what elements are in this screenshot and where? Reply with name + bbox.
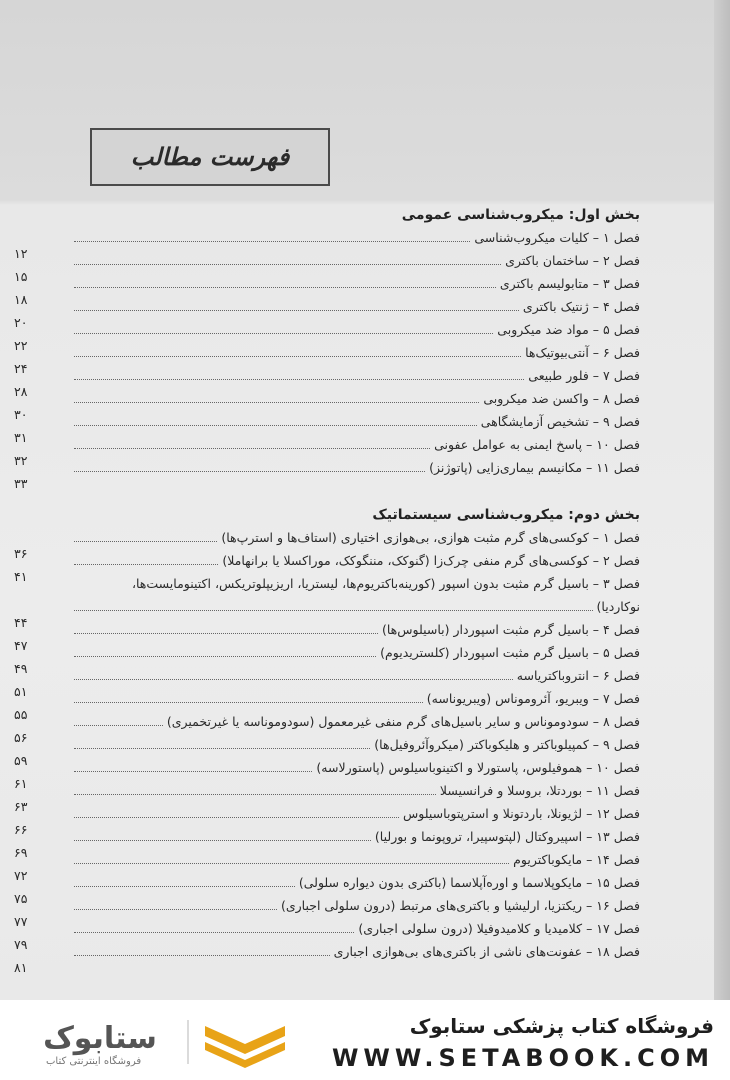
dot-leader bbox=[74, 440, 430, 449]
toc-page-number: ۳۶ bbox=[14, 546, 28, 561]
toc-title-box bbox=[90, 128, 330, 186]
toc-page-number: ۲۴ bbox=[14, 361, 28, 376]
toc-entry-text: فصل ۹ – تشخیص آزمایشگاهی bbox=[480, 414, 640, 429]
toc-entry-text: فصل ۱۵ – مایکوپلاسما و اوره‌آپلاسما (باکتری بدون دیواره سلولی) bbox=[298, 875, 640, 890]
dot-leader bbox=[74, 394, 479, 403]
dot-leader bbox=[74, 625, 378, 634]
toc-entry-text: فصل ۱۰ – پاسخ ایمنی به عوامل عفونی bbox=[434, 437, 640, 452]
toc-entry-text: فصل ۸ – واکسن ضد میکروبی bbox=[483, 391, 640, 406]
section-entries bbox=[14, 526, 640, 975]
toc-entry-text: فصل ۱۷ – کلامیدیا و کلامیدوفیلا (درون سلولی اجباری) bbox=[358, 921, 640, 936]
dot-leader bbox=[74, 855, 509, 864]
dot-leader bbox=[74, 556, 218, 565]
dot-leader bbox=[74, 533, 217, 542]
store-logo[interactable] bbox=[20, 1012, 310, 1072]
toc-entry-text: فصل ۷ – فلور طبیعی bbox=[528, 368, 640, 383]
toc-page-number: ۳۰ bbox=[14, 407, 28, 422]
dot-leader bbox=[74, 694, 423, 703]
dot-leader bbox=[74, 648, 376, 657]
toc-page-number: ۷۷ bbox=[14, 914, 28, 929]
toc-page-number: ۷۵ bbox=[14, 891, 28, 906]
dot-leader bbox=[74, 233, 470, 242]
toc-entry-text: فصل ۵ – مواد ضد میکروبی bbox=[497, 322, 640, 337]
toc-entry-text: فصل ۲ – ساختمان باکتری bbox=[505, 253, 640, 268]
dot-leader bbox=[74, 602, 593, 611]
dot-leader bbox=[74, 417, 477, 426]
toc-page-number: ۶۱ bbox=[14, 776, 28, 791]
toc-page-number: ۵۵ bbox=[14, 707, 28, 722]
toc-entry-text: فصل ۳ – متابولیسم باکتری bbox=[499, 276, 640, 291]
dot-leader bbox=[74, 348, 521, 357]
toc-entry-text: فصل ۳ – باسیل گرم مثبت بدون اسپور (کورینه‌باکتریوم‌ها، لیستریا، اریزیپلوتریکس، اکتینومایست‌ها، bbox=[131, 576, 640, 591]
dot-leader bbox=[74, 901, 277, 910]
toc-page-number: ۳۲ bbox=[14, 453, 28, 468]
dot-leader bbox=[74, 740, 370, 749]
toc-entry-text: فصل ۴ – ژنتیک باکتری bbox=[522, 299, 640, 314]
toc-page-number: ۶۶ bbox=[14, 822, 28, 837]
toc-page-number: ۲۲ bbox=[14, 338, 28, 353]
toc-entry-text: فصل ۱۸ – عفونت‌های ناشی از باکتری‌های بی‌هوازی اجباری bbox=[333, 944, 640, 959]
toc-page-number: ۶۹ bbox=[14, 845, 28, 860]
toc-entry-text: فصل ۱ – کلیات میکروب‌شناسی bbox=[474, 230, 640, 245]
toc-entry-text: فصل ۲ – کوکسی‌های گرم منفی چرک‌زا (گنوکک، مننگوکک، موراکسلا یا برانهاملا) bbox=[222, 553, 640, 568]
section-entries bbox=[14, 226, 640, 491]
dot-leader bbox=[74, 832, 371, 841]
toc-entry-text: فصل ۱۱ – مکانیسم بیماری‌زایی (پاتوژنز) bbox=[429, 460, 640, 475]
toc-section-2 bbox=[14, 504, 640, 975]
dot-leader bbox=[74, 463, 425, 472]
dot-leader bbox=[74, 763, 312, 772]
dot-leader bbox=[74, 256, 501, 265]
toc-page-number: ۱۲ bbox=[14, 246, 28, 261]
dot-leader bbox=[74, 809, 399, 818]
toc-entry-text: فصل ۱۶ – ریکتزیا، ارلیشیا و باکتری‌های مرتبط (درون سلولی اجباری) bbox=[280, 898, 640, 913]
toc-entry-text: فصل ۱۳ – اسپیروکتال (لپتوسپیرا، تروپونما و بورلیا) bbox=[374, 829, 640, 844]
dot-leader bbox=[74, 878, 295, 887]
dot-leader bbox=[74, 279, 496, 288]
store-footer bbox=[0, 1000, 730, 1080]
toc-page-number: ۶۳ bbox=[14, 799, 28, 814]
toc-page-number: ۵۶ bbox=[14, 730, 28, 745]
toc-section-1 bbox=[14, 204, 640, 491]
dot-leader bbox=[74, 924, 354, 933]
toc-entry-text: نوکاردیا) bbox=[596, 599, 640, 614]
logo-subtitle: فروشگاه اینترنتی کتاب bbox=[46, 1056, 142, 1067]
toc-entry-text: فصل ۶ – آنتی‌بیوتیک‌ها bbox=[525, 345, 640, 360]
section-title: بخش اول: میکروب‌شناسی عمومی bbox=[401, 207, 640, 223]
toc-entry-text: فصل ۱۴ – مایکوباکتریوم bbox=[513, 852, 640, 867]
toc-entry-text: فصل ۷ – ویبریو، آئروموناس (ویبریوناسه) bbox=[426, 691, 640, 706]
toc-page-number: ۴۷ bbox=[14, 638, 28, 653]
toc-page-number: ۳۱ bbox=[14, 430, 28, 445]
toc-page-number: ۷۲ bbox=[14, 868, 28, 883]
toc-title: فهرست مطالب bbox=[130, 143, 290, 171]
section-title: بخش دوم: میکروب‌شناسی سیستماتیک bbox=[372, 507, 640, 523]
dot-leader bbox=[74, 671, 513, 680]
logo-wordmark: ستابوک bbox=[43, 1021, 157, 1056]
dot-leader bbox=[74, 786, 436, 795]
toc-entry-text: فصل ۸ – سودوموناس و سایر باسیل‌های گرم منفی غیرمعمول (سودوموناسه یا غیرتخمیری) bbox=[166, 714, 640, 729]
toc-page-number: ۷۹ bbox=[14, 937, 28, 952]
dot-leader bbox=[74, 371, 524, 380]
toc-entry-text: فصل ۶ – انتروباکتریاسه bbox=[516, 668, 640, 683]
toc-entry-text: فصل ۱۰ – هموفیلوس، پاستورلا و اکتینوباسیلوس (پاستورلاسه) bbox=[316, 760, 640, 775]
toc-entry-text: فصل ۱۲ – لژیونلا، باردتونلا و استرپتوباسیلوس bbox=[403, 806, 640, 821]
toc-page-number: ۱۸ bbox=[14, 292, 28, 307]
toc-page-number: ۴۹ bbox=[14, 661, 28, 676]
toc-entry-text: فصل ۵ – باسیل گرم مثبت اسپوردار (کلستریدیوم) bbox=[380, 645, 640, 660]
shop-name: فروشگاه کتاب پزشکی ستابوک bbox=[409, 1014, 714, 1038]
toc-page-number: ۳۳ bbox=[14, 476, 28, 491]
dot-leader bbox=[74, 302, 519, 311]
dot-leader bbox=[74, 325, 493, 334]
toc-page-number: ۴۱ bbox=[14, 569, 28, 584]
page-edge bbox=[714, 0, 730, 1000]
shop-url-link[interactable]: WWW.SETABOOK.COM bbox=[331, 1044, 714, 1072]
toc-entry-text: فصل ۱۱ – بوردتلا، بروسلا و فرانسیسلا bbox=[439, 783, 640, 798]
dot-leader bbox=[74, 717, 163, 726]
toc-page-number: ۵۹ bbox=[14, 753, 28, 768]
toc-entry-text: فصل ۴ – باسیل گرم مثبت اسپوردار (باسیلوس‌ها) bbox=[381, 622, 640, 637]
toc-page-number: ۱۵ bbox=[14, 269, 28, 284]
toc-entry-text: فصل ۱ – کوکسی‌های گرم مثبت هوازی، بی‌هوازی اختیاری (استاف‌ها و استرپ‌ها) bbox=[221, 530, 640, 545]
toc-page-number: ۴۴ bbox=[14, 615, 28, 630]
dot-leader bbox=[74, 947, 330, 956]
toc-page-number: ۲۸ bbox=[14, 384, 28, 399]
toc-page-number: ۸۱ bbox=[14, 960, 28, 975]
toc-page-number: ۲۰ bbox=[14, 315, 28, 330]
toc-entry-text: فصل ۹ – کمپیلوباکتر و هلیکوباکتر (میکروآئروفیل‌ها) bbox=[374, 737, 640, 752]
toc-page-number: ۵۱ bbox=[14, 684, 28, 699]
